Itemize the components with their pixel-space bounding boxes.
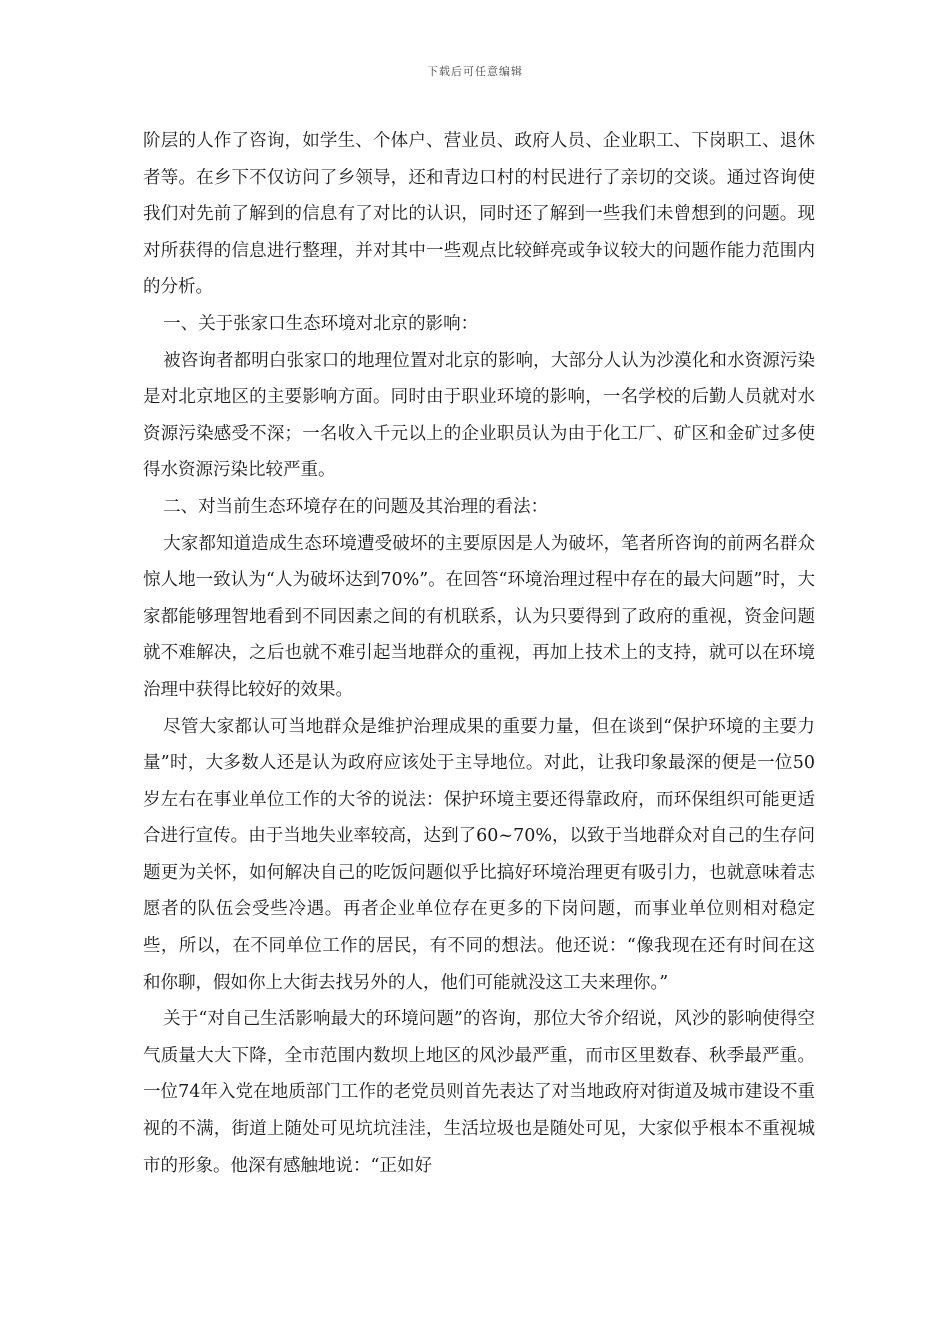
paragraph-life-impact: 关于“对自己生活影响最大的环境问题”的咨询，那位大爷介绍说，风沙的影响使得空气质量大大下降，全市范围内数坝上地区的风沙最严重，而市区里数春、秋季最严重。一位74年入党在地质部门工作的老党员则首先表达了对当地政府对街道及城市建设不重视的不满，街道上随处可见坑坑洼洼，生活垃圾也是随处可见，大家似乎根本不重视城市的形象。他深有感触地说：“正如好 bbox=[143, 1009, 815, 1176]
paragraph-human-damage: 大家都知道造成生态环境遭受破坏的主要原因是人为破坏，笔者所咨询的前两名群众惊人地一致认为“人为破坏达到70%”。在回答“环境治理过程中存在的最大问题”时，大家都能够理智地看到不同因素之间的有机联系，认为只要得到了政府的重视，资金问题就不难解决，之后也就不难引起当地群众的重视，再加上技术上的支持，就可以在环境治理中获得比较好的效果。 bbox=[143, 533, 815, 700]
paragraph-beijing-impact: 被咨询者都明白张家口的地理位置对北京的影响，大部分人认为沙漠化和水资源污染是对北京地区的主要影响方面。同时由于职业环境的影响，一名学校的后勤人员就对水资源污染感受不深；一名收入千元以上的企业职员认为由于化工厂、矿区和金矿过多使得水资源污染比较严重。 bbox=[143, 350, 815, 481]
paragraph-continuation: 阶层的人作了咨询，如学生、个体户、营业员、政府人员、企业职工、下岗职工、退休者等。在乡下不仅访问了乡领导，还和青边口村的村民进行了亲切的交谈。通过咨询使我们对先前了解到的信息有了对比的认识，同时还了解到一些我们未曾想到的问题。现对所获得的信息进行整理，并对其中一些观点比较鲜亮或争议较大的问题作能力范围内的分析。 bbox=[143, 131, 815, 298]
page-header: 下载后可任意编辑 bbox=[427, 65, 523, 78]
paragraph-protection-force: 尽管大家都认可当地群众是维护治理成果的重要力量，但在谈到“保护环境的主要力量”时，大多数人还是认为政府应该处于主导地位。对此，让我印象最深的便是一位50岁左右在事业单位工作的大爷的说法：保护环境主要还得靠政府，而环保组织可能更适合进行宣传。由于当地失业率较高，达到了60~70%，以致于当地群众对自己的生存问题更为关怀，如何解决自己的吃饭问题似乎比搞好环境治理更有吸引力，也就意味着志愿者的队伍会受些冷遇。再者企业单位存在更多的下岗问题，而事业单位则相对稳定些，所以，在不同单位工作的居民，有不同的想法。他还说：“像我现在还有时间在这和你聊，假如你上大街去找另外的人，他们可能就没这工夫来理你。” bbox=[143, 716, 815, 993]
section-heading-1: 一、关于张家口生态环境对北京的影响： bbox=[163, 313, 479, 334]
section-heading-2: 二、对当前生态环境存在的问题及其治理的看法： bbox=[163, 496, 549, 517]
document-body bbox=[143, 123, 815, 1184]
